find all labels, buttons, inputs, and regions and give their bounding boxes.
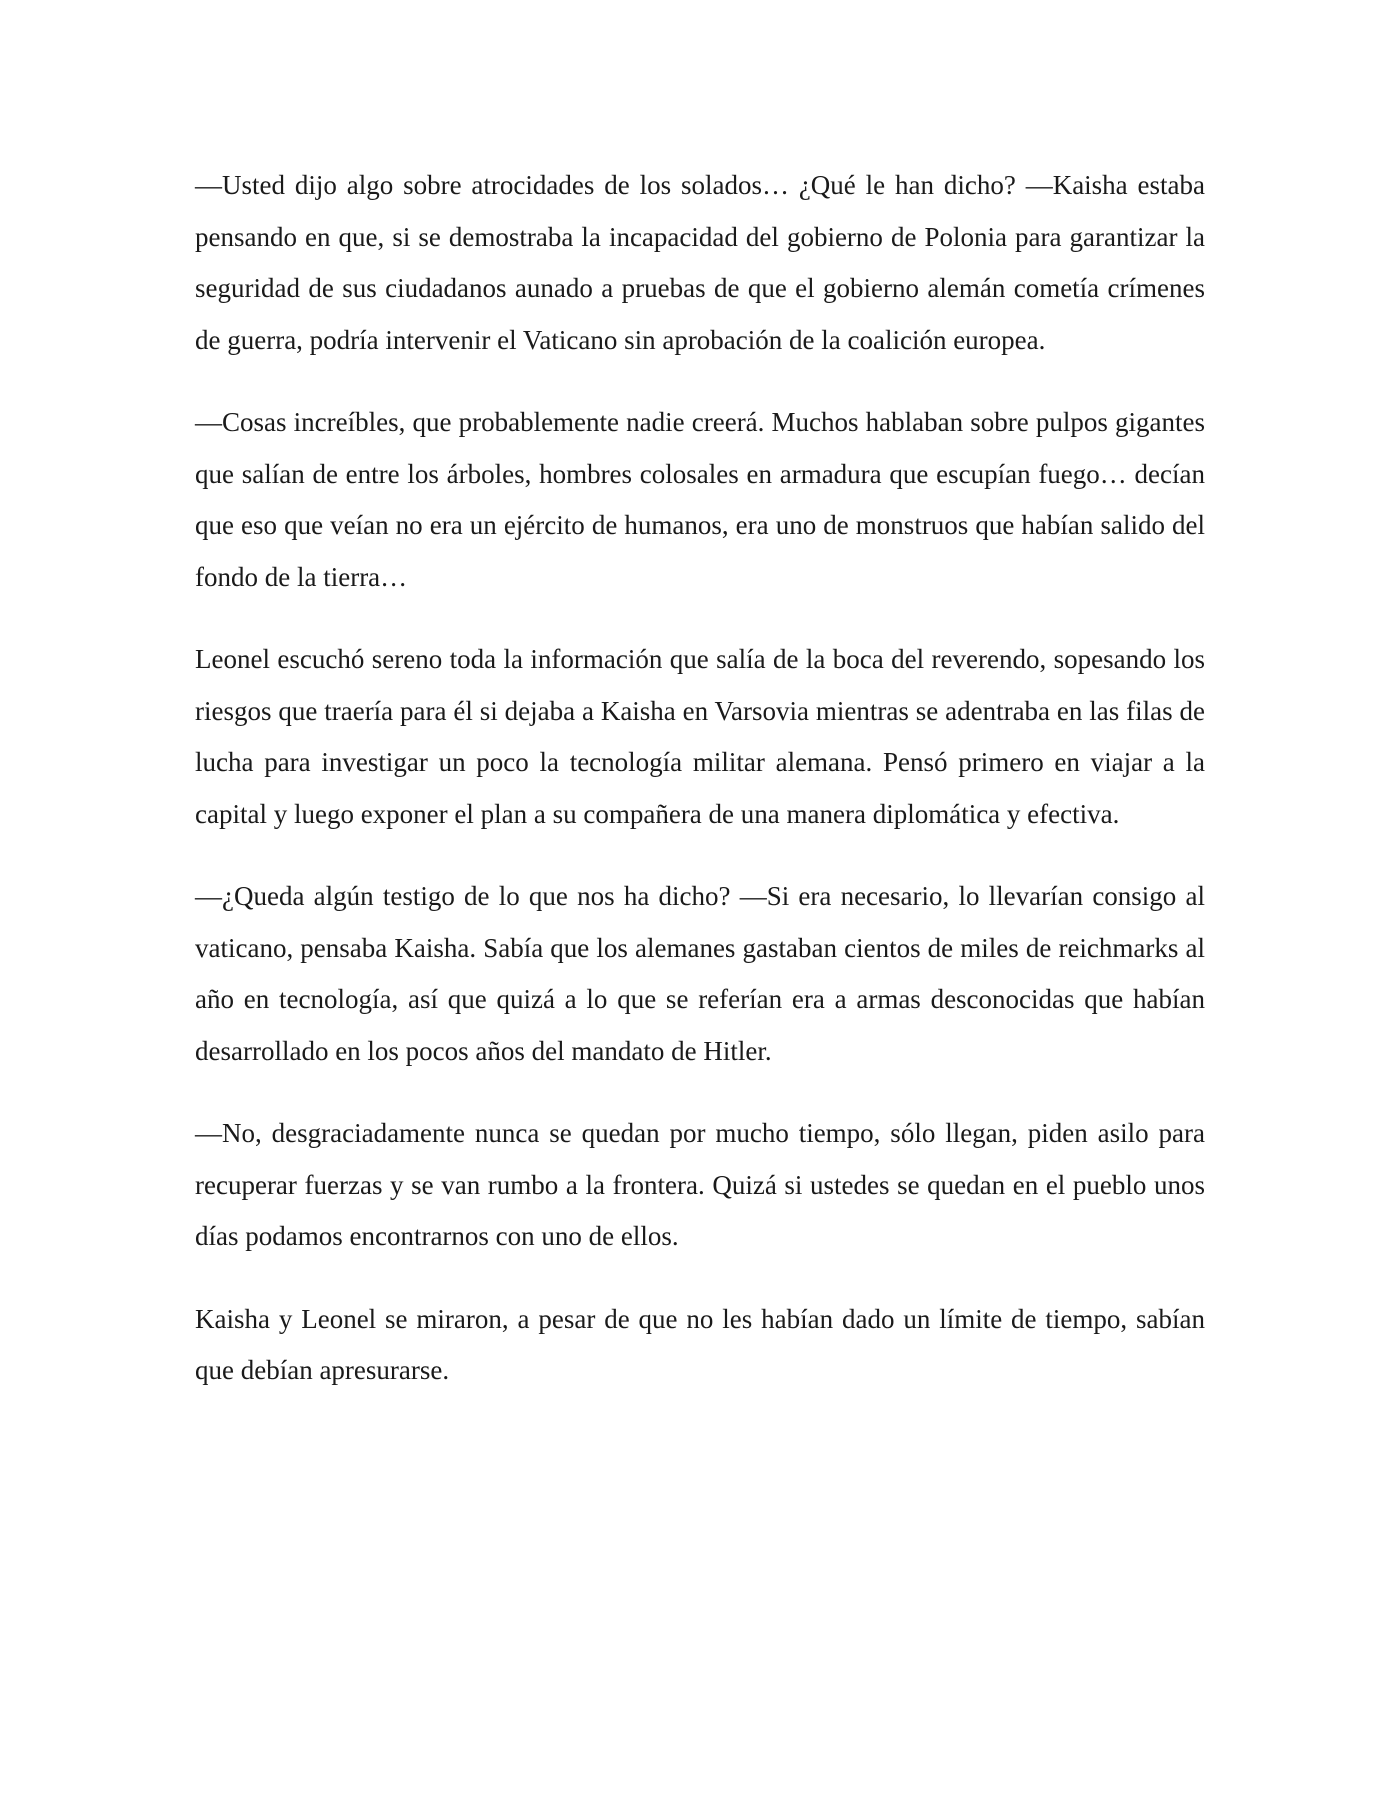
paragraph-5: —No, desgraciadamente nunca se quedan por mucho tiempo, sólo llegan, piden asilo para recuperar fuerzas y se van rumbo a la frontera. Quizá si ustedes se quedan en el pueblo unos días podamos encontrarnos con uno de ellos. (195, 1118, 1205, 1251)
paragraph-1: —Usted dijo algo sobre atrocidades de los solados… ¿Qué le han dicho? —Kaisha estaba pensando en que, si se demostraba la incapacidad del gobierno de Polonia para garantizar la seguridad de sus ciudadanos aunado a pruebas de que el gobierno alemán cometía crímenes de guerra, podría intervenir el Vaticano sin aprobación de la coalición europea. (195, 170, 1205, 355)
paragraph-4: —¿Queda algún testigo de lo que nos ha dicho? —Si era necesario, lo llevarían consigo al vaticano, pensaba Kaisha. Sabía que los alemanes gastaban cientos de miles de reichmarks al año en tecnología, así que quizá a lo que se referían era a armas desconocidas que habían desarrollado en los pocos años del mandato de Hitler. (195, 881, 1205, 1066)
paragraph-3: Leonel escuchó sereno toda la información que salía de la boca del reverendo, sopesando los riesgos que traería para él si dejaba a Kaisha en Varsovia mientras se adentraba en las filas de lucha para investigar un poco la tecnología militar alemana. Pensó primero en viajar a la capital y luego exponer el plan a su compañera de una manera diplomática y efectiva. (195, 644, 1205, 829)
paragraph-2: —Cosas increíbles, que probablemente nadie creerá. Muchos hablaban sobre pulpos gigantes que salían de entre los árboles, hombres colosales en armadura que escupían fuego… decían que eso que veían no era un ejército de humanos, era uno de monstruos que habían salido del fondo de la tierra… (195, 407, 1205, 592)
paragraph-6: Kaisha y Leonel se miraron, a pesar de que no les habían dado un límite de tiempo, sabían que debían apresurarse. (195, 1303, 1205, 1385)
document-page (195, 160, 1205, 1428)
